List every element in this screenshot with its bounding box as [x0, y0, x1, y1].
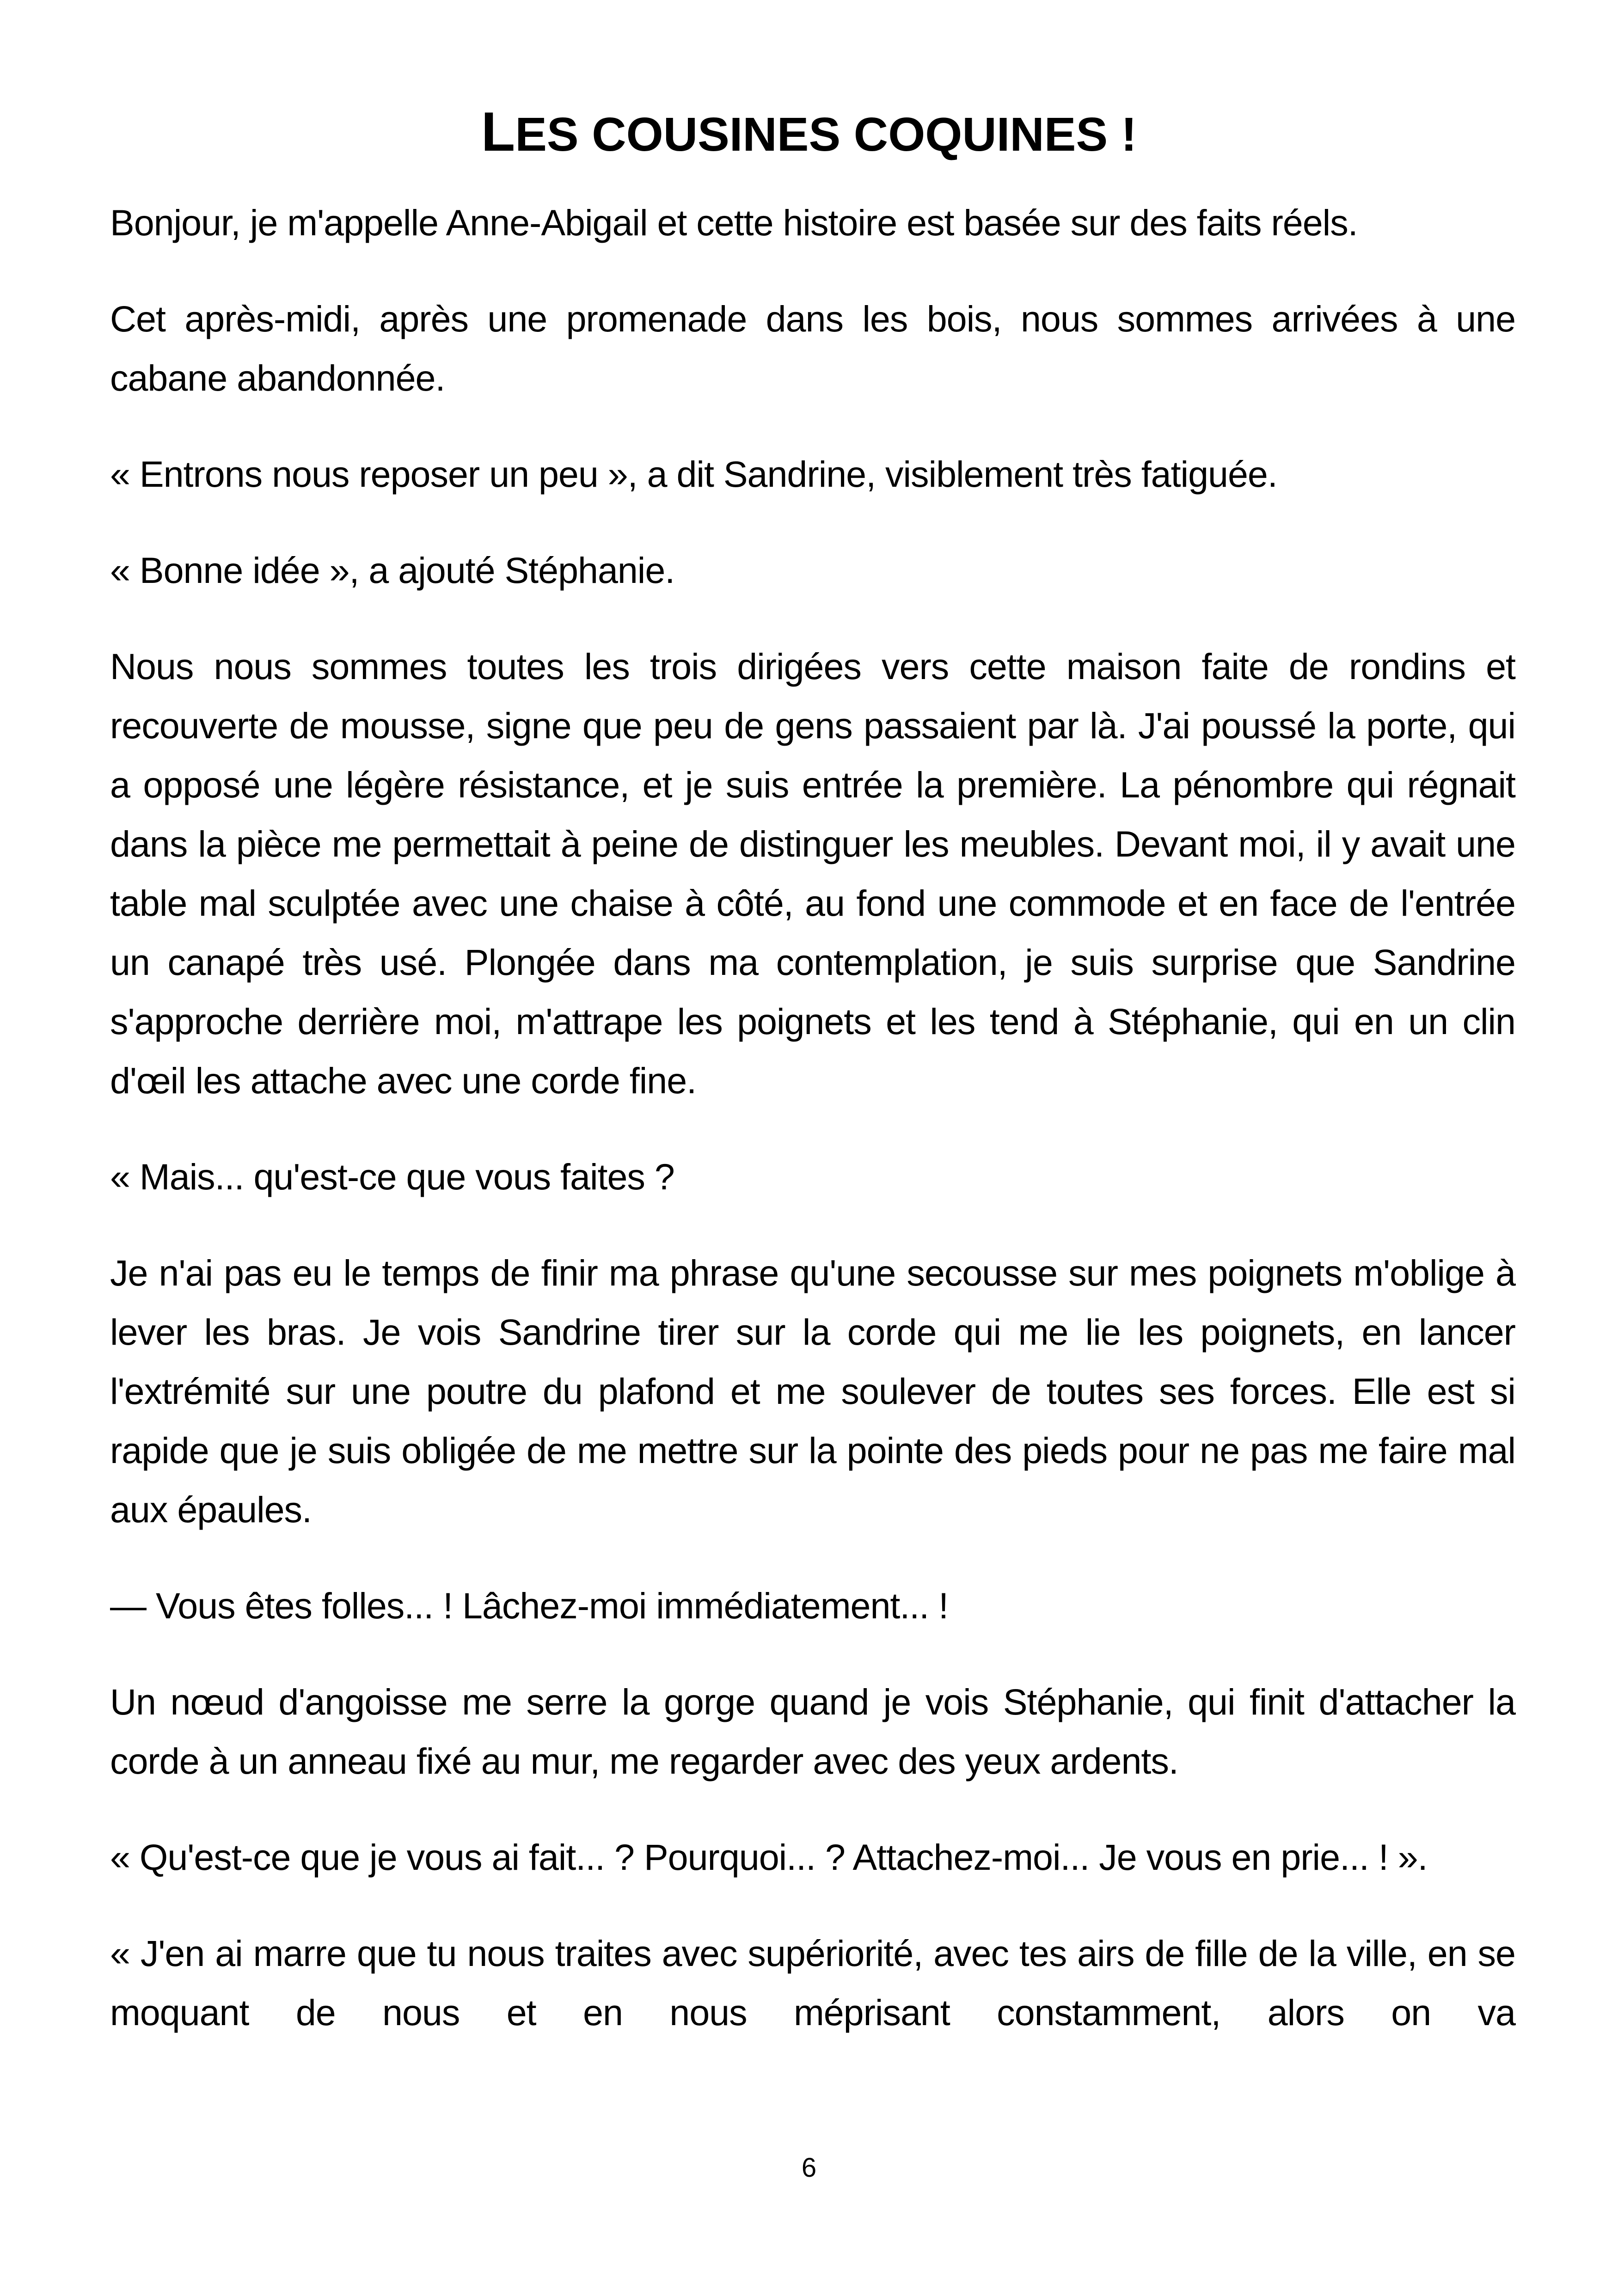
- paragraph: — Vous êtes folles... ! Lâchez-moi immédiatement... !: [110, 1585, 949, 1626]
- title-initial: L: [481, 101, 515, 163]
- paragraph: « Entrons nous reposer un peu », a dit Sandrine, visiblement très fatiguée.: [110, 453, 1277, 495]
- page-number: 6: [801, 2153, 817, 2183]
- body-text: [110, 193, 1515, 2042]
- paragraph: « J'en ai marre que tu nous traites avec supériorité, avec tes airs de fille de la ville, en se moquant de nous et en nous méprisant constamment, alors on va: [110, 1933, 1515, 2033]
- paragraph: Cet après-midi, après une promenade dans les bois, nous sommes arrivées à une cabane abandonnée.: [110, 298, 1515, 398]
- paragraph: Je n'ai pas eu le temps de finir ma phrase qu'une secousse sur mes poignets m'oblige à lever les bras. Je vois Sandrine tirer sur la corde qui me lie les poignets, en lancer l'extrémité sur une poutre du plafond et me soulever de toutes ses forces. Elle est si rapide que je suis obligée de me mettre sur la pointe des pieds pour ne pas me faire mal aux épaules.: [110, 1252, 1515, 1530]
- page-title: [0, 97, 1618, 169]
- paragraph: Bonjour, je m'appelle Anne-Abigail et cette histoire est basée sur des faits réels.: [110, 202, 1358, 243]
- paragraph: « Mais... qu'est-ce que vous faites ?: [110, 1156, 674, 1197]
- paragraph: « Bonne idée », a ajouté Stéphanie.: [110, 550, 675, 591]
- title-rest: ES COUSINES COQUINES !: [515, 108, 1137, 161]
- paragraph: Un nœud d'angoisse me serre la gorge quand je vois Stéphanie, qui finit d'attacher la corde à un anneau fixé au mur, me regarder avec des yeux ardents.: [110, 1681, 1515, 1782]
- paragraph: « Qu'est-ce que je vous ai fait... ? Pourquoi... ? Attachez-moi... Je vous en prie... ! ».: [110, 1837, 1428, 1878]
- paragraph: Nous nous sommes toutes les trois dirigées vers cette maison faite de rondins et recouverte de mousse, signe que peu de gens passaient par là. J'ai poussé la porte, qui a opposé une légère résistance, et je suis entrée la première. La pénombre qui régnait dans la pièce me permettait à peine de distinguer les meubles. Devant moi, il y avait une table mal sculptée avec une chaise à côté, au fond une commode et en face de l'entrée un canapé très usé. Plongée dans ma contemplation, je suis surprise que Sandrine s'approche derrière moi, m'attrape les poignets et les tend à Stéphanie, qui en un clin d'œil les attache avec une corde fine.: [110, 646, 1515, 1101]
